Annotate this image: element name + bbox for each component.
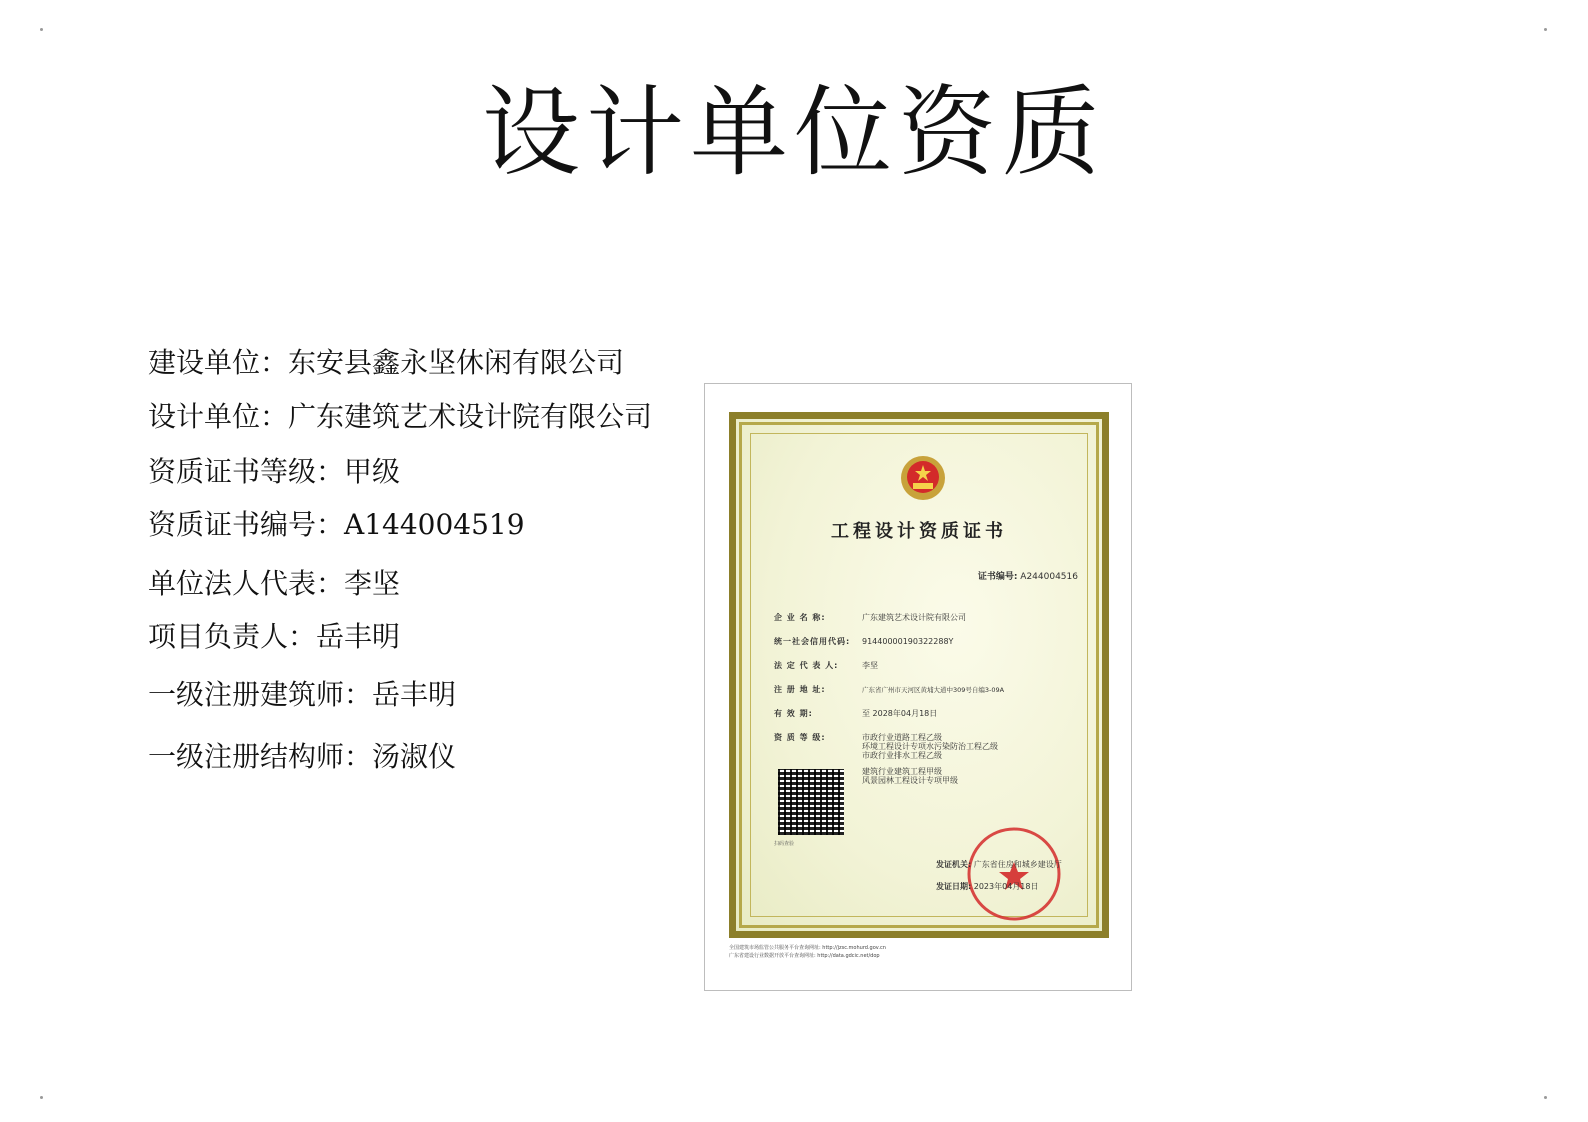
field-label: 有 效 期: (774, 709, 813, 718)
field-value: 广东建筑艺术设计院有限公司 (862, 613, 966, 622)
issue-date-label: 发证日期: (936, 882, 972, 891)
certificate-footer-line: 全国建筑市场监管公共服务平台查询网址: http://jzsc.mohurd.gov.cn (729, 945, 886, 951)
field-label: 注 册 地 址: (774, 685, 826, 694)
info-line-design-unit: 设计单位：广东建筑艺术设计院有限公司 (148, 400, 653, 433)
info-line-structural-engineer: 一级注册结构师：汤淑仪 (148, 740, 457, 773)
field-value: 市政行业道路工程乙级 (862, 733, 942, 742)
grade-item: 建筑行业建筑工程甲级 (862, 767, 942, 776)
info-line-cert-number: 资质证书编号：A144004519 (148, 508, 525, 541)
info-line-cert-grade: 资质证书等级：甲级 (148, 455, 401, 488)
grade-item: 市政行业排水工程乙级 (862, 751, 942, 760)
corner-mark (40, 28, 43, 31)
field-value: 至 2028年04月18日 (862, 709, 938, 718)
certificate-footer-line: 广东省建设行业数据开放平台查询网址: http://data.gdcic.net/dop (729, 953, 880, 959)
field-value: 91440000190322288Y (862, 637, 954, 646)
field-label: 统一社会信用代码: (774, 637, 851, 646)
field-credit-code (774, 636, 953, 647)
field-legal-rep (774, 660, 878, 671)
qr-note: 扫码查验 (774, 841, 795, 847)
info-line-construction-unit: 建设单位：东安县鑫永坚休闲有限公司 (148, 346, 625, 379)
corner-mark (1544, 1096, 1547, 1099)
grade-item: 风景园林工程设计专项甲级 (862, 776, 958, 785)
issuer (936, 859, 1062, 870)
field-address (774, 684, 1004, 695)
page-title: 设计单位资质 (481, 76, 1106, 190)
certificate-image (704, 383, 1132, 991)
field-value: 广东省广州市天河区黄埔大道中309号自编3-09A (862, 686, 1005, 694)
corner-mark (1544, 28, 1547, 31)
field-company-name (774, 612, 966, 623)
field-label: 资 质 等 级: (774, 733, 826, 742)
field-label: 企 业 名 称: (774, 613, 826, 622)
issuer-value: 广东省住房和城乡建设厅 (973, 860, 1062, 869)
field-value: 李坚 (862, 661, 878, 670)
issue-date (936, 881, 1038, 892)
field-validity (774, 708, 937, 719)
certificate-number (978, 569, 1078, 582)
grade-list-2 (862, 767, 958, 785)
field-label: 法 定 代 表 人: (774, 661, 839, 670)
corner-mark (40, 1096, 43, 1099)
certificate-body (729, 412, 1109, 938)
info-line-legal-rep: 单位法人代表：李坚 (148, 567, 401, 600)
qr-code (778, 769, 844, 835)
issuer-label: 发证机关: (936, 860, 972, 869)
grade-list-1 (862, 742, 998, 760)
official-seal (964, 824, 1064, 924)
certificate-title: 工程设计资质证书 (831, 521, 1007, 542)
national-emblem-icon (898, 453, 948, 503)
grade-item: 环境工程设计专项水污染防治工程乙级 (862, 742, 998, 751)
issue-date-value: 2023年04月18日 (973, 882, 1039, 891)
certificate-number-value: A244004516 (1020, 572, 1078, 582)
info-line-project-lead: 项目负责人：岳丰明 (148, 620, 401, 653)
certificate-number-label: 证书编号: (977, 572, 1018, 582)
info-line-architect: 一级注册建筑师：岳丰明 (148, 678, 457, 711)
